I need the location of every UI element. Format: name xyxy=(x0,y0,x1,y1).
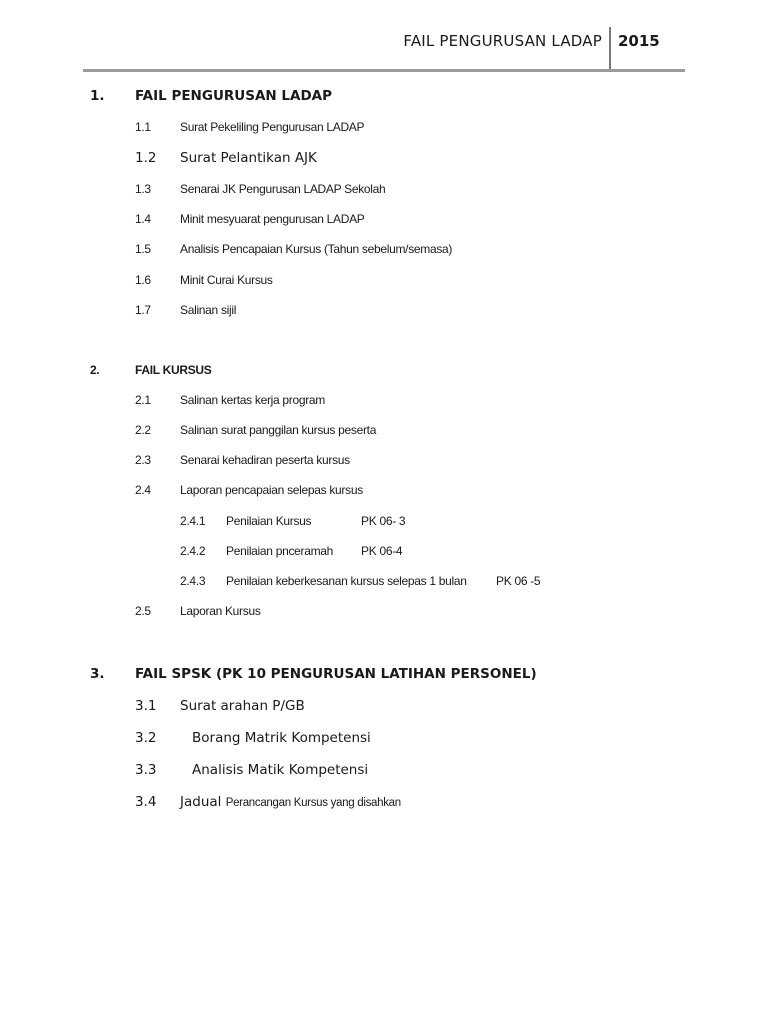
section-number: 1. xyxy=(90,88,105,104)
item-text: Surat Pelantikan AJK xyxy=(180,150,317,166)
item-number: 1.1 xyxy=(135,120,151,134)
item-number: 1.4 xyxy=(135,212,151,226)
item-text: Surat Pekeliling Pengurusan LADAP xyxy=(180,120,365,134)
item-text-main: Jadual xyxy=(180,794,222,810)
section-number: 2. xyxy=(90,363,100,377)
item-text: Salinan sijil xyxy=(180,303,237,317)
item-number: 2.4 xyxy=(135,483,151,497)
item-text: Analisis Pencapaian Kursus (Tahun sebelum/semasa) xyxy=(180,242,453,256)
header-title: FAIL PENGURUSAN LADAP xyxy=(403,32,602,50)
item-number: 1.6 xyxy=(135,273,151,287)
form-code: PK 06- 3 xyxy=(361,514,406,528)
section-title: FAIL KURSUS xyxy=(135,363,212,377)
item-number: 1.7 xyxy=(135,303,151,317)
item-number: 2.2 xyxy=(135,423,151,437)
item-number: 1.5 xyxy=(135,242,151,256)
subitem-number: 2.4.2 xyxy=(180,544,206,558)
item-number: 3.4 xyxy=(135,794,157,810)
section-title: FAIL SPSK (PK 10 PENGURUSAN LATIHAN PERSONEL) xyxy=(135,666,537,682)
item-text: Senarai JK Pengurusan LADAP Sekolah xyxy=(180,182,386,196)
item-text: Senarai kehadiran peserta kursus xyxy=(180,453,350,467)
item-number: 3.2 xyxy=(135,730,157,746)
item-number: 2.3 xyxy=(135,453,151,467)
header-rule xyxy=(83,69,685,72)
item-text: Borang Matrik Kompetensi xyxy=(192,730,371,746)
section-title: FAIL PENGURUSAN LADAP xyxy=(135,88,333,104)
item-number: 1.3 xyxy=(135,182,151,196)
section-number: 3. xyxy=(90,666,105,682)
item-number: 1.2 xyxy=(135,150,157,166)
item-text: Minit Curai Kursus xyxy=(180,273,273,287)
item-text: Surat arahan P/GB xyxy=(180,698,305,714)
item-number: 2.5 xyxy=(135,604,151,618)
form-code: PK 06 -5 xyxy=(496,574,541,588)
header-year: 2015 xyxy=(618,32,660,50)
item-text: Laporan pencapaian selepas kursus xyxy=(180,483,363,497)
item-text: Salinan kertas kerja program xyxy=(180,393,326,407)
subitem-text: Penilaian keberkesanan kursus selepas 1 bulan xyxy=(226,574,467,588)
subitem-text: Penilaian Kursus xyxy=(226,514,312,528)
item-number: 3.1 xyxy=(135,698,157,714)
form-code: PK 06-4 xyxy=(361,544,403,558)
item-text: Laporan Kursus xyxy=(180,604,261,618)
item-text: Analisis Matik Kompetensi xyxy=(192,762,369,778)
item-text: Salinan surat panggilan kursus peserta xyxy=(180,423,377,437)
item-text: Minit mesyuarat pengurusan LADAP xyxy=(180,212,365,226)
subitem-text: Penilaian pnceramah xyxy=(226,544,334,558)
subitem-number: 2.4.1 xyxy=(180,514,206,528)
header-divider xyxy=(609,27,611,71)
subitem-number: 2.4.3 xyxy=(180,574,206,588)
item-text-detail: Perancangan Kursus yang disahkan xyxy=(225,797,401,809)
item-number: 3.3 xyxy=(135,762,157,778)
item-text xyxy=(180,794,401,810)
item-number: 2.1 xyxy=(135,393,151,407)
